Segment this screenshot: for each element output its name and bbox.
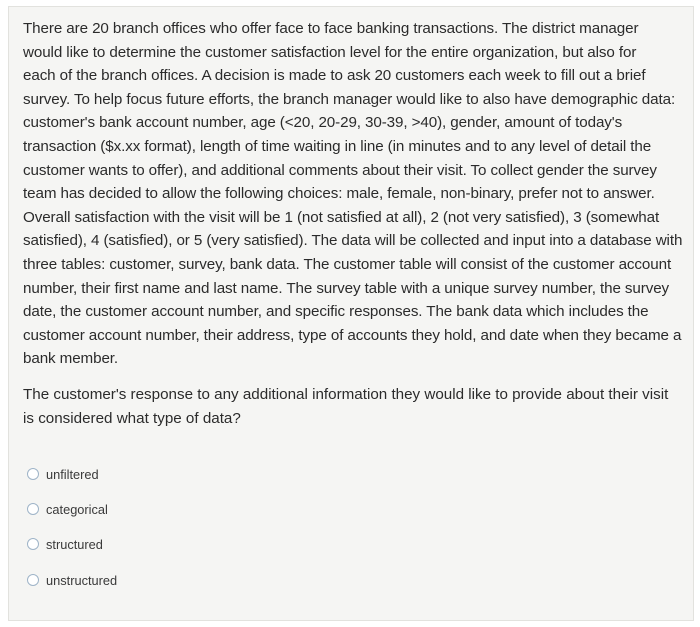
passage-line: three tables: customer, survey, bank data. The customer table will consist of the customer account	[23, 255, 672, 273]
passage-line: customer wants to offer), and additional comments about their visit. To collect gender the survey	[23, 161, 657, 179]
option-unfiltered[interactable]	[27, 464, 99, 484]
question-prompt	[23, 383, 687, 430]
option-unstructured[interactable]	[27, 570, 117, 590]
option-label[interactable]: structured	[46, 536, 103, 552]
option-label[interactable]: unfiltered	[46, 466, 99, 482]
option-categorical[interactable]	[27, 499, 108, 519]
passage-line: number, their first name and last name. The survey table with a unique survey number, the survey	[23, 279, 670, 297]
passage-line: survey. To help focus future efforts, the branch manager would like to also have demographic data:	[23, 90, 676, 108]
passage-line: team has decided to allow the following choices: male, female, non-binary, prefer not to answer.	[23, 185, 655, 203]
prompt-line: is considered what type of data?	[23, 409, 241, 427]
passage-line: satisfied), 4 (satisfied), or 5 (very satisfied). The data will be collected and input into a database with	[23, 232, 683, 250]
radio-button[interactable]	[27, 574, 39, 586]
passage-line: each of the branch offices. A decision is made to ask 20 customers each week to fill out a brief	[23, 67, 646, 85]
prompt-line: The customer's response to any additional information they would like to provide about their visit	[23, 386, 669, 403]
passage-line: There are 20 branch offices who offer face to face banking transactions. The district manager	[23, 20, 639, 37]
radio-button[interactable]	[27, 468, 39, 480]
passage-line: date, the customer account number, and specific responses. The bank data which includes the	[23, 303, 649, 321]
option-label[interactable]: unstructured	[46, 572, 118, 588]
option-structured[interactable]	[27, 534, 103, 554]
option-label[interactable]: categorical	[46, 501, 108, 517]
passage-line: transaction ($x.xx format), length of time waiting in line (in minutes and to any level of detail the	[23, 137, 652, 155]
passage-line: would like to determine the customer satisfaction level for the entire organization, but also for	[23, 43, 637, 61]
question-panel	[8, 6, 694, 621]
passage-line: Overall satisfaction with the visit will be 1 (not satisfied at all), 2 (not very satisfied), 3 (somewhat	[23, 208, 660, 226]
passage-line: bank member.	[23, 350, 119, 368]
radio-button[interactable]	[27, 503, 39, 515]
passage-line: customer account number, their address, type of accounts they hold, and date when they became a	[23, 326, 682, 344]
question-passage	[23, 17, 687, 371]
passage-line: customer's bank account number, age (<20, 20-29, 30-39, >40), gender, amount of today's	[23, 114, 623, 132]
radio-button[interactable]	[27, 538, 39, 550]
